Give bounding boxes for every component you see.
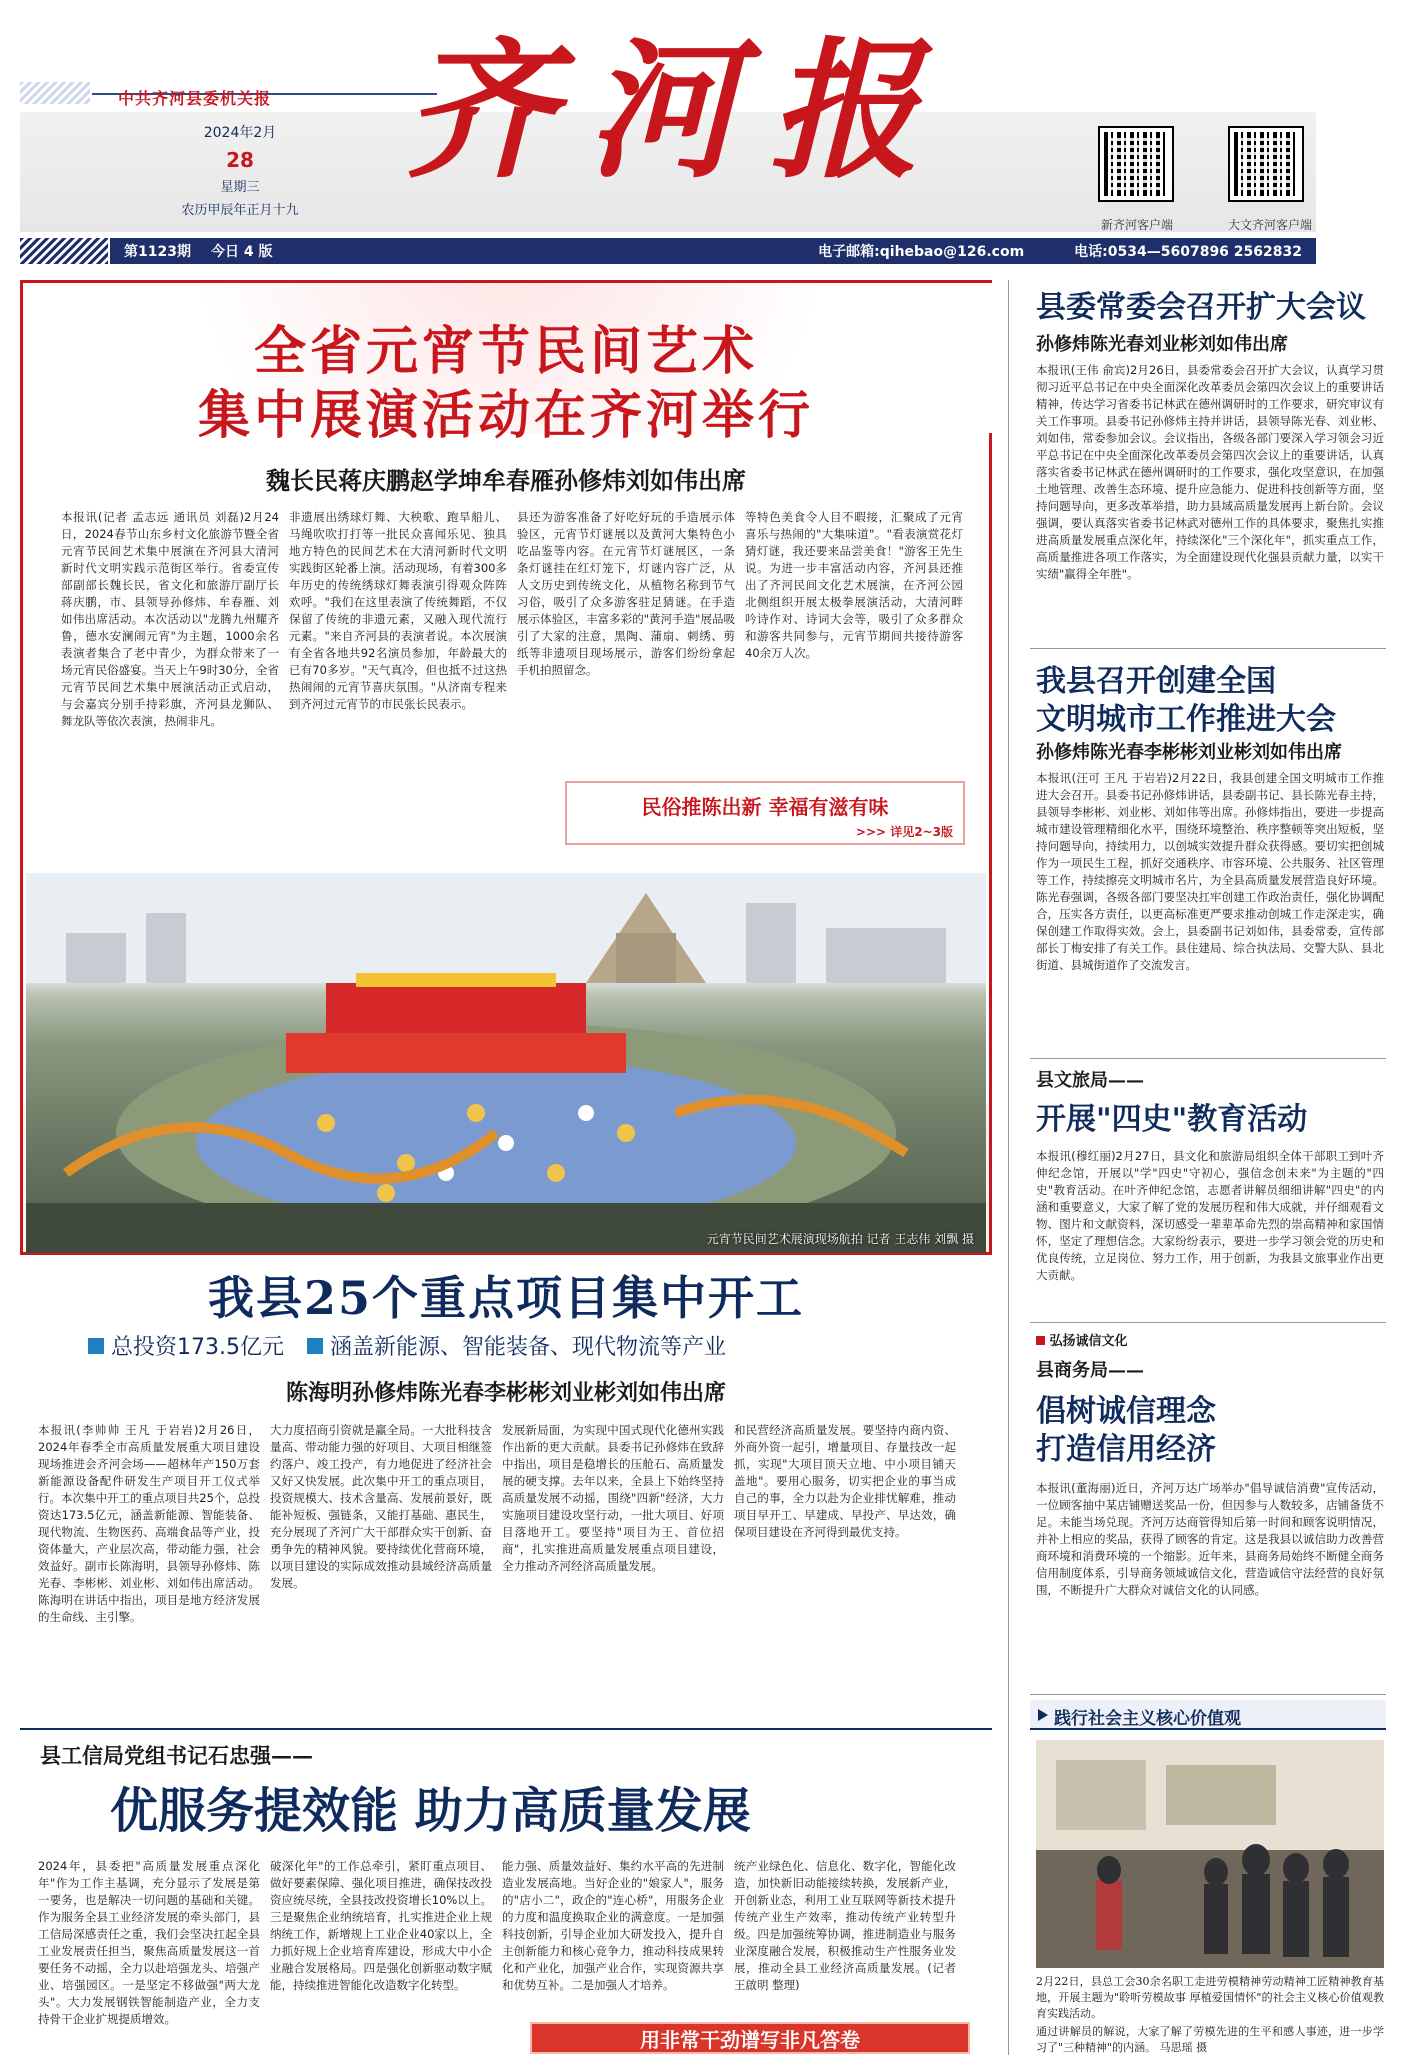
a2-title-line2: 文明城市工作推进大会	[1036, 702, 1336, 737]
lead-col-2: 非遗展出绣球灯舞、大秧歌、跑旱船儿、马绳吹吹打打等一批民众喜闻乐见、独具地方特色的民间艺术在大清河新时代文明实践街区轮番上演。活动现场，有着300多年历史的传统绣球灯舞表演引得观众阵阵欢呼。"我们在这里表演了传统舞蹈，不仅保留了传统的非遗元素，又融入现代流行元素。"来自齐河县的表演者说。本次展演有全省各地共92名演员参加，年龄最大的已有70多岁。"天气真冷，但也抵不过这热热闹闹的元宵节喜庆氛围。"从济南专程来到齐河过元宵节的市民张长民表示。	[289, 510, 507, 711]
lead-banner-link[interactable]: >>> 详见2~3版	[855, 825, 953, 839]
lead-col-4: 等特色美食令人目不暇接，汇聚成了元宵喜乐与热闹的"大集味道"。"看表演赏花灯猜灯谜，我还要来品尝美食！"游客王先生说。为进一步丰富活动内容，齐河县还推出了齐河民间文化艺术展演，在齐河公园北侧组织开展太极拳展演活动，大清河畔吟诗作对、诗词大会等，吸引了众多群众和游客共同参与，元宵节期间共接待游客40余万人次。	[745, 510, 963, 660]
divider-projects-bottom	[20, 1728, 992, 1730]
a4-title-line2: 打造信用经济	[1036, 1432, 1216, 1467]
lead-banner: 民俗推陈出新 幸福有滋有味	[641, 795, 889, 819]
lead-photo-svg	[26, 873, 986, 1253]
a2-title-line1: 我县召开创建全国	[1036, 664, 1276, 699]
date-day: 28	[226, 148, 254, 172]
a3-kicker: 县文旅局——	[1036, 1070, 1144, 1091]
divider-a4	[1030, 1694, 1386, 1695]
qr2-label: 大文齐河客户端	[1227, 218, 1312, 232]
lead-title-line1: 全省元宵节民间艺术	[253, 321, 758, 382]
a1-subtitle: 孙修炜陈光春刘业彬刘如伟出席	[1036, 334, 1288, 355]
masthead	[0, 0, 1404, 260]
a3-body: 本报讯(穆红丽)2月27日，县文化和旅游局组织全体干部职工到叶齐伸纪念馆，开展以"学"四史"守初心，强信念创未来"为主题的"四史"教育活动。在叶齐伸纪念馆，志愿者讲解员细细讲解"四史"的内涵和重要意义，大家了解了党的发展历程和伟大成就，并仔细观看文物、图片和文献资料，深切感受一辈辈革命先烈的崇高精神和家国情怀，坚定了理想信念。大家纷纷表示，要进一步学习领会党的历史和优良传统，立足岗位、努力工作，用于创新，为我县文旅事业作出更大贡献。	[1036, 1149, 1384, 1282]
a5-photo-svg	[1036, 1740, 1384, 1968]
lead-photo-caption: 元宵节民间艺术展演现场航拍 记者 王志伟 刘飘 摄	[706, 1232, 974, 1246]
a4-tag	[1036, 1330, 1128, 1349]
date-block	[150, 122, 330, 218]
gxj-col-2: 破深化年"的工作总牵引，紧盯重点项目、做好要素保障、强化项目推进，确保技改投资应统尽统，全县技改投资增长10%以上。三是聚焦企业纳统培育，扎实推进企业上规纳统工作，新增规上工业企业40家以上，全力抓好规上企业培育库建设，形成大中小企业融合发展格局。四是强化创新驱动数字赋能，持续推进智能化改造数字化转型。	[270, 1859, 492, 1992]
masthead-stripe-left	[20, 82, 90, 104]
qr-code-dawenqihe[interactable]	[1230, 128, 1302, 200]
phone: 电话:0534—5607896 2562832	[1074, 244, 1302, 260]
lead-col-1: 本报讯(记者 孟志远 通讯员 刘磊)2月24日，2024春节山东乡村文化旅游节暨全省元宵节民间艺术集中展演在齐河县大清河新时代文明实践示范街区举行。省委宣传部副部长魏长民，省文化和旅游厅副厅长蒋庆鹏，市、县领导孙修炜、牟春雁、刘如伟出席活动。本次活动以"龙腾九州耀齐鲁，德水安澜闹元宵"为主题，1000余名表演者集合了老中青少，为群众带来了一场元宵民俗盛宴。当天上午9时30分，全省元宵节民间艺术集中展演活动正式启动，与会嘉宾分别手持彩旗，齐河县龙狮队、舞龙队等依次表演，热闹非凡。	[61, 510, 279, 728]
divider-a2	[1030, 1058, 1386, 1059]
a2-body: 本报讯(汪可 王凡 于岩岩)2月22日，我县创建全国文明城市工作推进大会召开。县委书记孙修炜讲话，县委副书记、县长陈光春主持，县领导李彬彬、刘业彬、刘如伟等出席。孙修炜指出，要进一步提高城市建设管理精细化水平，围绕环境整治、秩序整顿等突出短板，坚持问题导向，持续用力，以创城实效提升群众获得感。要切实把创城作为一项民生工程，抓好交通秩序、市容环境、公共服务、社区管理等工作，持续擦亮文明城市名片，为全县高质量发展营造良好环境。陈光春强调，各级各部门要坚决扛牢创建工作政治责任，强化协调配合，压实各方责任，以更高标准更严要求推动创城工作走深走实，确保创建工作取得实效。会上，县委副书记刘如伟，县委常委，宣传部部长丁梅安排了有关工作。县住建局、综合执法局、交警大队、县北街道、县城街道作了交流发言。	[1036, 771, 1384, 972]
a4-tag-text: 弘扬诚信文化	[1049, 1334, 1128, 1349]
gxj-col-3: 能力强、质量效益好、集约水平高的先进制造业发展高地。当好企业的"娘家人"，服务的"店小二"，政企的"连心桥"，用服务企业的力度和温度换取企业的满意度。一是加强科技创新，引导企业加大研发投入，提升自主创新能力和核心竞争力，推动科技成果转化和产业化，加强产业合作，实现资源共享和优势互补。二是加强人才培养。	[502, 1859, 724, 1992]
projects-col-3: 发展新局面，为实现中国式现代化德州实践作出新的更大贡献。县委书记孙修炜在致辞中指出，项目是稳增长的压舱石、高质量发展的硬支撑。去年以来，全县上下始终坚持高质量发展不动摇，围绕"四新"经济，大力实施项目建设攻坚行动，一批大项目、好项目落地开工。要坚持"项目为王、首位招商"，扎实推进高质量发展重点项目建设，全力推动齐河经济高质量发展。	[502, 1423, 724, 1573]
a4-kicker: 县商务局——	[1036, 1360, 1144, 1381]
projects-sub2-marker	[307, 1338, 323, 1354]
info-bar	[110, 238, 1316, 264]
lead-article	[20, 280, 992, 1255]
a4-tag-marker	[1036, 1336, 1045, 1345]
projects-col-2: 大力度招商引资就是赢全局。一大批科技含量高、带动能力强的好项目、大项目相继签约落户、竣工投产，有力地促进了经济社会又好又快发展。此次集中开工的重点项目，投资规模大、技术含量高、发展前景好，既能补短板、强链条，又能打基础、惠民生，充分展现了齐河广大干部群众实干创新、奋勇争先的精神风貌。要持续优化营商环境，以项目建设的实际成效推动县域经济高质量发展。	[270, 1423, 492, 1590]
projects-sub2: 涵盖新能源、智能装备、现代物流等产业	[329, 1335, 726, 1360]
a4-title-line1: 倡树诚信理念	[1036, 1394, 1216, 1429]
projects-col-1: 本报讯(李帅帅 王凡 于岩岩)2月26日，2024年春季全市高质量发展重大项目建设现场推进会齐河会场——超林年产150万套新能源设备配件研发生产项目开工仪式举行。本次集中开工的重点项目共25个，总投资达173.5亿元，涵盖新能源、智能装备、现代物流、生物医药、高端食品等产业，投资体量大，产业层次高，带动能力强，社会效益好。副市长陈海明，县领导孙修炜、陈光春、李彬彬、刘业彬、刘如伟出席活动。陈海明在讲话中指出，项目是地方经济发展的生命线、主引擎。	[38, 1423, 260, 1624]
projects-attendees: 陈海明孙修炜陈光春李彬彬刘业彬刘如伟出席	[285, 1380, 726, 1406]
a5-tail: 通过讲解员的解说，大家了解了劳模先进的生平和感人事迹，进一步学习了"三种精神"的内涵。 马思瑶 摄	[1036, 2025, 1384, 2054]
a5-caption: 2月22日，县总工会30余名职工走进劳模精神劳动精神工匠精神教育基地，开展主题为"聆听劳模故事 厚植爱国情怀"的社会主义核心价值观教育实践活动。	[1036, 1975, 1384, 2020]
lead-col-3: 县还为游客准备了好吃好玩的手造展示体验区，元宵节灯谜展以及黄河大集特色小吃品鉴等内容。在元宵节灯谜展区，一条条灯谜挂在红灯笼下，灯谜内容广泛，从人文历史到传统文化，从植物名称到节气习俗，吸引了众多游客驻足猜谜。在手造展示体验区，丰富多彩的"黄河手造"展品吸引了大家的注意，黑陶、蒲扇、刺绣、剪纸等非遗项目现场展示，游客们纷纷拿起手机拍照留念。	[517, 510, 735, 677]
page-count: 今日 4 版	[210, 244, 273, 260]
qr-code-xinqihe[interactable]	[1100, 128, 1172, 200]
gxj-col-4: 统产业绿色化、信息化、数字化，智能化改造，加快新旧动能接续转换，发展新产业，开创新业态，利用工业互联网等新技术提升传统产业生产效率，推动传统产业转型升级。四是加强统筹协调，推进制造业与服务业深度融合发展，积极推动生产性服务业发展，推动全县工业经济高质量发展。(记者 王啟明 整理)	[734, 1859, 956, 1992]
qr1-label: 新齐河客户端	[1100, 218, 1173, 232]
a5-tag-bar	[1030, 1700, 1386, 1730]
projects-col-4: 和民营经济高质量发展。要坚持内商内资、外商外资一起引，增量项目、存量技改一起抓，实现"大项目顶天立地、中小项目铺天盖地"。要用心服务，切实把企业的事当成自己的事，全力以赴为企业排忧解难，推动项目早开工、早建成、早投产、早达效，确保项目建设在齐河得到最优支持。	[734, 1423, 956, 1539]
email[interactable]: 电子邮箱:qihebao@126.com	[818, 244, 1025, 260]
divider-a3	[1030, 1322, 1386, 1323]
a1-body: 本报讯(王伟 俞宾)2月26日，县委常委会召开扩大会议，认真学习贯彻习近平总书记在中央全面深化改革委员会第四次会议上的重要讲话精神，传达学习省委书记林武在德州调研时的工作要求，研究审议有关工作事项。县委书记孙修炜主持并讲话，县领导陈光春、刘业彬、刘如伟，常委参加会议。会议指出，各级各部门要深入学习领会习近平总书记在中央全面深化改革委员会第四次会议上的重要讲话，认真落实省委书记林武在德州调研时的工作要求，强化攻坚意识，在加强土地管理、改善生态环境、提升应急能力、促进科技创新等方面，坚持问题导向，更多改革举措，助力县域高质量发展再上新台阶。会议强调，要认真落实省委书记林武对德州工作的具体要求，聚焦扎实推进高质量发展重点深化年，持续深化"三个深化年"，抓实重点工作，高质量推进各项工作落实，为全面建设现代化强县贡献力量，以实干实绩"赢得全年胜"。	[1036, 363, 1384, 581]
a2-subtitle: 孙修炜陈光春李彬彬刘业彬刘如伟出席	[1036, 742, 1342, 763]
divider-a1	[1030, 648, 1386, 649]
a1-title: 县委常委会召开扩大会议	[1036, 290, 1366, 325]
lead-title-line2: 集中展演活动在齐河举行	[197, 385, 814, 446]
lead-banner-box[interactable]	[565, 781, 965, 845]
newspaper-title: 齐河报	[405, 23, 952, 199]
gxj-col-1: 2024年，县委把"高质量发展重点深化年"作为工作主基调，充分显示了发展是第一要务，也是解决一切问题的基础和关键。作为服务全县工业经济发展的牵头部门，县工信局深感责任之重，我们会坚决扛起全县工业发展责任担当，聚焦高质量发展这一首要任务不动摇，全力以赴培强龙头、培强产业、培强园区。一是坚定不移做强"两大龙头"。大力发展钢铁智能制造产业，全力支持骨干企业扩规提质增效。	[38, 1859, 260, 2026]
lead-subtitle: 魏长民蒋庆鹏赵学坤牟春雁孙修炜刘如伟出席	[266, 466, 746, 495]
divider-sidebar	[1008, 280, 1009, 2055]
a4-body: 本报讯(董海丽)近日，齐河万达广场举办"倡导诚信消费"宣传活动，一位顾客抽中某店铺赠送奖品一份，但因参与人数较多，店铺备货不足。未能当场兑现。齐河万达商管得知后第一时间和顾客说明情况，并补上相应的奖品，获得了顾客的肯定。这是我县以诚信助力改善营商环境和消费环境的一个缩影。近年来，县商务局始终不断健全商务信用制度体系，引导商务领域诚信文化，营造诚信守法经营的良好氛围，不断提升广大群众对诚信文化的认同感。	[1036, 1481, 1384, 1597]
date-weekday: 星期三	[220, 180, 260, 195]
a5-tag-text: 践行社会主义核心价值观	[1054, 1709, 1241, 1729]
projects-subline	[88, 1330, 988, 1361]
lead-photo	[26, 873, 986, 1253]
projects-sub1-marker	[88, 1338, 104, 1354]
projects-sub1: 总投资173.5亿元	[111, 1335, 284, 1360]
date-year-month: 2024年2月	[203, 125, 277, 141]
issue-number: 第1123期	[124, 244, 191, 260]
gxj-title: 优服务提效能 助力高质量发展	[110, 1783, 751, 1839]
party-label: 中共齐河县委机关报	[118, 89, 272, 108]
projects-title: 我县25个重点项目集中开工	[207, 1271, 804, 1325]
date-lunar: 农历甲辰年正月十九	[181, 203, 299, 218]
gxj-banner: 用非常干劲谱写非凡答卷	[530, 2022, 970, 2054]
gxj-kicker: 县工信局党组书记石忠强——	[40, 1743, 313, 1768]
a5-tag-icon	[1038, 1709, 1048, 1721]
a5-photo	[1036, 1740, 1384, 1968]
info-bar-left-pattern	[20, 238, 108, 264]
a3-title: 开展"四史"教育活动	[1036, 1102, 1308, 1137]
